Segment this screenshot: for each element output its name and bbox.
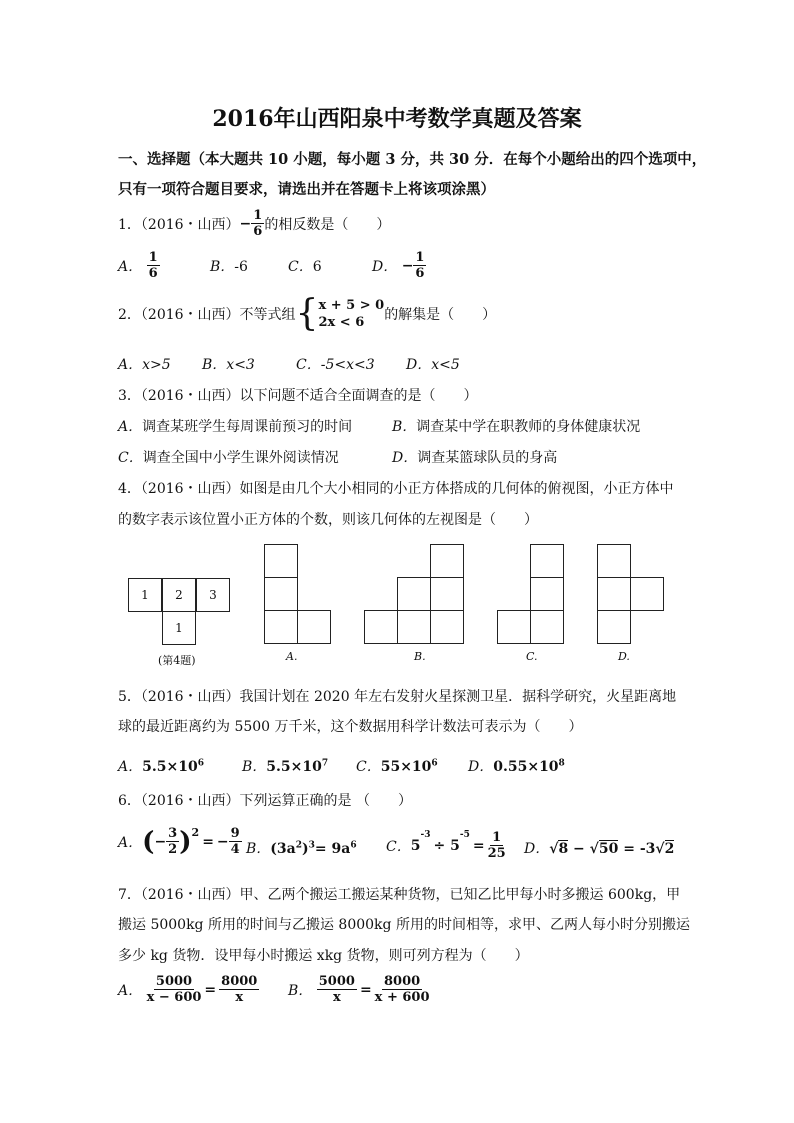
figure-square <box>397 610 431 644</box>
q6-opt-d-r2: 50 <box>598 841 619 857</box>
q1-option-d <box>372 250 426 281</box>
q7-opt-a-eq: = <box>204 981 217 998</box>
question-1 <box>118 208 390 239</box>
q4-label-c: C. <box>526 650 538 663</box>
q2-opt-a-label: A． <box>118 357 143 373</box>
q3-opt-c-text: 调查全国中小学生课外阅读情况 <box>142 450 339 466</box>
q1-prefix: 1．（2016・山西） <box>118 216 240 233</box>
q6-opt-a-lparen: ( <box>142 826 155 857</box>
figure-square <box>264 610 298 644</box>
question-4-line1: 4．（2016・山西）如图是由几个大小相同的小正方体搭成的几何体的俯视图，小正方体中 <box>118 481 674 497</box>
q1-option-b <box>210 256 248 276</box>
question-5-line2: 球的最近距离约为 5500 万千米，这个数据用科学计数法可表示为（ ） <box>118 719 583 735</box>
q6-opt-b-expr: (3a <box>270 841 296 857</box>
q4-figure-caption: (第4题) <box>158 654 196 667</box>
q1-fraction <box>251 208 264 239</box>
q5-opt-b-label: B． <box>242 759 267 775</box>
figure-square <box>364 610 398 644</box>
q2-option-c <box>296 354 375 374</box>
q6-opt-b-e3: 6 <box>350 840 357 851</box>
q1-frac-den: 6 <box>253 224 263 239</box>
q7-opt-b-n2: 8000 <box>384 974 421 989</box>
q6-opt-d-eq: = -3 <box>618 841 656 857</box>
question-3: 3．（2016・山西）以下问题不适合全面调查的是（ ） <box>118 388 478 404</box>
section-header-line1: 一、选择题（本大题共 10 小题，每小题 3 分，共 30 分．在每个小题给出的四个选项中， <box>118 151 707 168</box>
sqrt-icon: √ <box>655 841 665 857</box>
figure-square <box>497 610 531 644</box>
q1-sign: − <box>239 215 252 232</box>
question-6: 6．（2016・山西）下列运算正确的是 （ ） <box>118 793 412 809</box>
q1-opt-d-den: 6 <box>415 266 425 281</box>
question-7-line3: 多少 kg 货物．设甲每小时搬运 xkg 货物，则可列方程为（ ） <box>118 948 529 964</box>
top-view-cell: 1 <box>128 578 162 612</box>
q6-opt-c-frac <box>488 830 506 861</box>
q5-opt-c-exp: 6 <box>431 758 438 769</box>
figure-square <box>430 610 464 644</box>
q1-opt-d-label: D． <box>372 258 398 275</box>
q5-option-d <box>468 756 565 776</box>
q3-option-d <box>392 447 557 467</box>
q4-label-a: A. <box>286 650 298 663</box>
q1-opt-a-fraction <box>147 250 160 281</box>
q2-opt-c-label: C． <box>296 357 321 373</box>
sqrt-icon: √ <box>549 841 559 857</box>
figure-square <box>264 577 298 611</box>
q5-opt-a-exp: 6 <box>197 758 204 769</box>
q1-opt-a-den: 6 <box>148 266 158 281</box>
q5-opt-d-exp: 8 <box>558 758 565 769</box>
q1-option-a <box>118 250 160 281</box>
q6-opt-a-rsign: − <box>216 833 229 850</box>
q6-opt-a-label: A． <box>118 834 143 851</box>
sqrt-icon: √ <box>589 841 599 857</box>
q3-opt-a-text: 调查某班学生每周课前预习的时间 <box>142 419 353 435</box>
figure-square <box>530 577 564 611</box>
q6-option-c <box>386 830 506 861</box>
q5-opt-b-base: 5.5×10 <box>266 759 322 775</box>
q6-opt-a-eq: = <box>202 833 214 850</box>
q5-opt-c-base: 55×10 <box>380 759 432 775</box>
q7-opt-a-label: A． <box>118 982 143 999</box>
question-2 <box>118 293 497 334</box>
q2-inequality-system <box>295 293 385 334</box>
q5-opt-c-label: C． <box>356 759 381 775</box>
figure-square <box>297 610 331 644</box>
q2-option-b <box>202 354 255 374</box>
q6-opt-b-e2: 3 <box>308 840 315 851</box>
q7-opt-b-frac2 <box>375 974 430 1005</box>
q3-opt-b-text: 调查某中学在职教师的身体健康状况 <box>416 419 641 435</box>
q3-opt-b-label: B． <box>392 419 417 435</box>
q1-opt-c-label: C． <box>288 259 313 275</box>
q6-option-a <box>118 826 242 857</box>
q3-opt-a-label: A． <box>118 419 143 435</box>
q5-opt-d-base: 0.55×10 <box>493 759 559 775</box>
q2-sys-line2: 2x < 6 <box>318 315 365 330</box>
q3-option-b <box>392 416 640 436</box>
figure-square <box>430 544 464 578</box>
q7-opt-b-eq: = <box>359 981 372 998</box>
q2-opt-d-text: x<5 <box>431 357 460 373</box>
figure-square <box>264 544 298 578</box>
q7-opt-a-frac1 <box>147 974 202 1005</box>
q6-opt-c-e1: -3 <box>420 830 431 840</box>
q1-opt-a-num: 1 <box>148 250 158 265</box>
question-4-line2: 的数字表示该位置小正方体的个数，则该几何体的左视图是（ ） <box>118 512 538 528</box>
q7-opt-a-d1: x − 600 <box>146 990 202 1005</box>
q1-opt-a-label: A． <box>118 258 143 275</box>
figure-square <box>397 577 431 611</box>
q6-opt-d-r3: 2 <box>664 841 675 857</box>
question-5-line1: 5．（2016・山西）我国计划在 2020 年左右发射火星探测卫星．据科学研究，火星距离地 <box>118 689 677 705</box>
q7-opt-b-frac1 <box>317 974 357 1005</box>
q2-opt-c-text: -5<x<3 <box>320 357 375 373</box>
q6-option-b <box>246 838 357 858</box>
q6-option-d <box>524 838 674 858</box>
q7-opt-a-n1: 5000 <box>155 974 193 989</box>
q5-opt-a-label: A． <box>118 759 143 775</box>
q6-opt-b-mid: ) <box>302 841 309 857</box>
q5-opt-b-exp: 7 <box>321 758 329 769</box>
q5-opt-d-label: D． <box>468 759 494 775</box>
q6-opt-a-rnum: 9 <box>230 826 240 841</box>
q1-opt-b-label: B． <box>210 259 235 275</box>
top-view-cell: 2 <box>162 578 196 612</box>
q6-opt-d-r1: 8 <box>558 841 569 857</box>
q6-opt-a-rden: 4 <box>230 842 240 857</box>
q5-option-b <box>242 756 328 776</box>
q1-frac-num: 1 <box>253 208 263 223</box>
q7-option-a <box>118 974 259 1005</box>
q2-option-d <box>406 354 460 374</box>
q2-opt-b-label: B． <box>202 357 227 373</box>
top-view-cell: 1 <box>162 611 196 645</box>
q6-opt-a-rparen: ) <box>179 826 192 857</box>
q3-opt-d-label: D． <box>392 450 418 466</box>
q7-opt-b-d1: x <box>332 990 341 1005</box>
q6-opt-b-label: B． <box>246 841 271 857</box>
figure-square <box>597 544 631 578</box>
q6-opt-c-eq: = <box>472 837 485 854</box>
q1-option-c <box>288 256 322 276</box>
top-view-cell: 3 <box>196 578 230 612</box>
q6-opt-b-eq: = 9a <box>314 841 351 857</box>
q6-opt-a-num: 3 <box>168 826 178 841</box>
q6-opt-c-num: 1 <box>492 830 502 845</box>
q6-opt-c-label: C． <box>386 838 411 855</box>
q6-opt-a-sign: − <box>154 833 167 850</box>
figure-square <box>597 610 631 644</box>
q6-opt-a-den: 2 <box>168 842 178 857</box>
q3-opt-d-text: 调查某篮球队员的身高 <box>417 450 558 466</box>
q1-opt-d-num: 1 <box>415 250 425 265</box>
q7-opt-a-n2: 8000 <box>221 974 258 989</box>
q6-opt-c-b1: 5 <box>410 837 421 854</box>
q4-label-b: B. <box>414 650 426 663</box>
q6-opt-d-op: − <box>568 841 590 857</box>
q1-opt-c-text: 6 <box>312 259 322 275</box>
figure-square <box>630 577 664 611</box>
q6-opt-c-den: 25 <box>487 846 506 861</box>
section-header-line2: 只有一项符合题目要求，请选出并在答题卡上将该项涂黑） <box>118 181 495 198</box>
q1-opt-d-fraction <box>413 250 426 281</box>
q5-opt-a-base: 5.5×10 <box>142 759 198 775</box>
q1-opt-b-text: -6 <box>234 259 248 275</box>
figure-square <box>597 577 631 611</box>
question-7-line1: 7．（2016・山西）甲、乙两个搬运工搬运某种货物，已知乙比甲每小时多搬运 600kg，甲 <box>118 887 681 903</box>
q7-opt-a-frac2 <box>219 974 259 1005</box>
q7-opt-b-d2: x + 600 <box>374 990 430 1005</box>
q7-opt-b-n1: 5000 <box>318 974 355 989</box>
q6-opt-c-e2: -5 <box>459 830 470 840</box>
q7-opt-b-label: B． <box>288 982 313 999</box>
q5-option-c <box>356 756 438 776</box>
figure-square <box>530 610 564 644</box>
q3-option-a <box>118 416 352 436</box>
q7-option-b <box>288 974 430 1005</box>
q3-option-c <box>118 447 339 467</box>
question-7-line2: 搬运 5000kg 所用的时间与乙搬运 8000kg 所用的时间相等，求甲、乙两人每小时分别搬运 <box>118 917 690 933</box>
q6-opt-c-op: ÷ 5 <box>433 837 460 854</box>
q2-prefix: 2．（2016・山西）不等式组 <box>118 307 296 323</box>
q2-suffix: 的解集是（ ） <box>384 307 497 323</box>
q7-opt-a-d2: x <box>235 990 244 1005</box>
q4-label-d: D. <box>618 650 630 663</box>
q6-opt-a-frac <box>166 826 179 857</box>
q6-opt-a-rfrac <box>229 826 242 857</box>
q2-sys-line1: x + 5 > 0 <box>318 298 385 313</box>
q6-opt-b-e1: 2 <box>295 840 302 851</box>
q1-suffix: 的相反数是（ ） <box>264 216 391 233</box>
q3-opt-c-label: C． <box>118 450 143 466</box>
figure-square <box>430 577 464 611</box>
page-title: 2016年山西阳泉中考数学真题及答案 <box>212 106 582 132</box>
q1-opt-d-sign: − <box>401 257 414 274</box>
q6-opt-a-exp: 2 <box>191 826 200 839</box>
q2-opt-a-text: x>5 <box>142 357 171 373</box>
brace-symbol: { <box>295 293 319 334</box>
q5-option-a <box>118 756 204 776</box>
q2-opt-d-label: D． <box>406 357 432 373</box>
figure-square <box>530 544 564 578</box>
q2-opt-b-text: x<3 <box>226 357 255 373</box>
q2-option-a <box>118 354 171 374</box>
q6-opt-d-label: D． <box>524 841 550 857</box>
